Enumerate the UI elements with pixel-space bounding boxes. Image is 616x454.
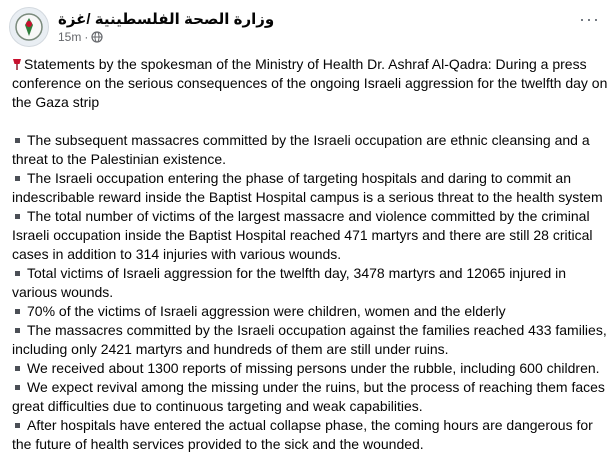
list-item: After hospitals have entered the actual collapse phase, the coming hours are dangerous for the future of health services provided to the sick and the wounded. xyxy=(12,417,593,452)
page-avatar[interactable] xyxy=(9,7,49,47)
list-item: The total number of victims of the largest massacre and violence committed by the criminal Israeli occupation inside the Baptist Hospital reached 471 martyrs and there are still 28 critical cases in addition to 314 injuries with various wounds. xyxy=(12,208,593,262)
list-item: Total victims of Israeli aggression for the twelfth day, 3478 martyrs and 12065 injured in various wounds. xyxy=(12,265,567,300)
post-subline xyxy=(58,29,274,45)
list-item: We expect revival among the missing under the ruins, but the process of reaching them faces great difficulties due to continuous targeting and weak capabilities. xyxy=(12,379,605,414)
bullet-icon xyxy=(15,214,20,219)
list-item: The Israeli occupation entering the phase of targeting hospitals and daring to commit an indescribable reward inside the Baptist Hospital campus is a serious threat to the health system xyxy=(12,170,603,205)
bullet-icon xyxy=(15,366,20,371)
more-options-button[interactable]: ··· xyxy=(579,9,600,29)
post-body xyxy=(12,55,608,454)
bullet-icon xyxy=(15,423,20,428)
pushpin-icon xyxy=(12,58,22,70)
list-item: We received about 1300 reports of missing persons under the rubble, including 600 children. xyxy=(12,359,608,378)
bullet-icon xyxy=(15,271,20,276)
bullet-icon xyxy=(15,176,20,181)
globe-icon[interactable] xyxy=(91,31,103,43)
list-item: 70% of the victims of Israeli aggression were children, women and the elderly xyxy=(12,302,608,321)
page-name-link[interactable]: وزارة الصحة الفلسطينية /غزة xyxy=(58,10,275,28)
list-item: The massacres committed by the Israeli occupation against the families reached 433 families, including only 2421 martyrs and hundreds of them are still under ruins. xyxy=(12,322,607,357)
bullet-icon xyxy=(15,385,20,390)
post-header xyxy=(9,7,274,47)
list-item: The subsequent massacres committed by the Israeli occupation are ethnic cleansing and a threat to the Palestinian existence. xyxy=(12,132,590,167)
bullet-icon xyxy=(15,328,20,333)
bullet-icon xyxy=(15,138,20,143)
bullet-icon xyxy=(15,309,20,314)
intro-text: Statements by the spokesman of the Ministry of Health Dr. Ashraf Al-Qadra: During a press conference on the serious consequences of the ongoing Israeli aggression for the twelfth day on the Gaza strip xyxy=(12,56,608,110)
meta-separator: · xyxy=(84,29,89,44)
post-intro xyxy=(12,55,608,112)
ministry-logo-icon xyxy=(14,12,44,42)
post-timestamp[interactable]: 15m xyxy=(58,29,82,44)
post-meta xyxy=(58,10,274,45)
